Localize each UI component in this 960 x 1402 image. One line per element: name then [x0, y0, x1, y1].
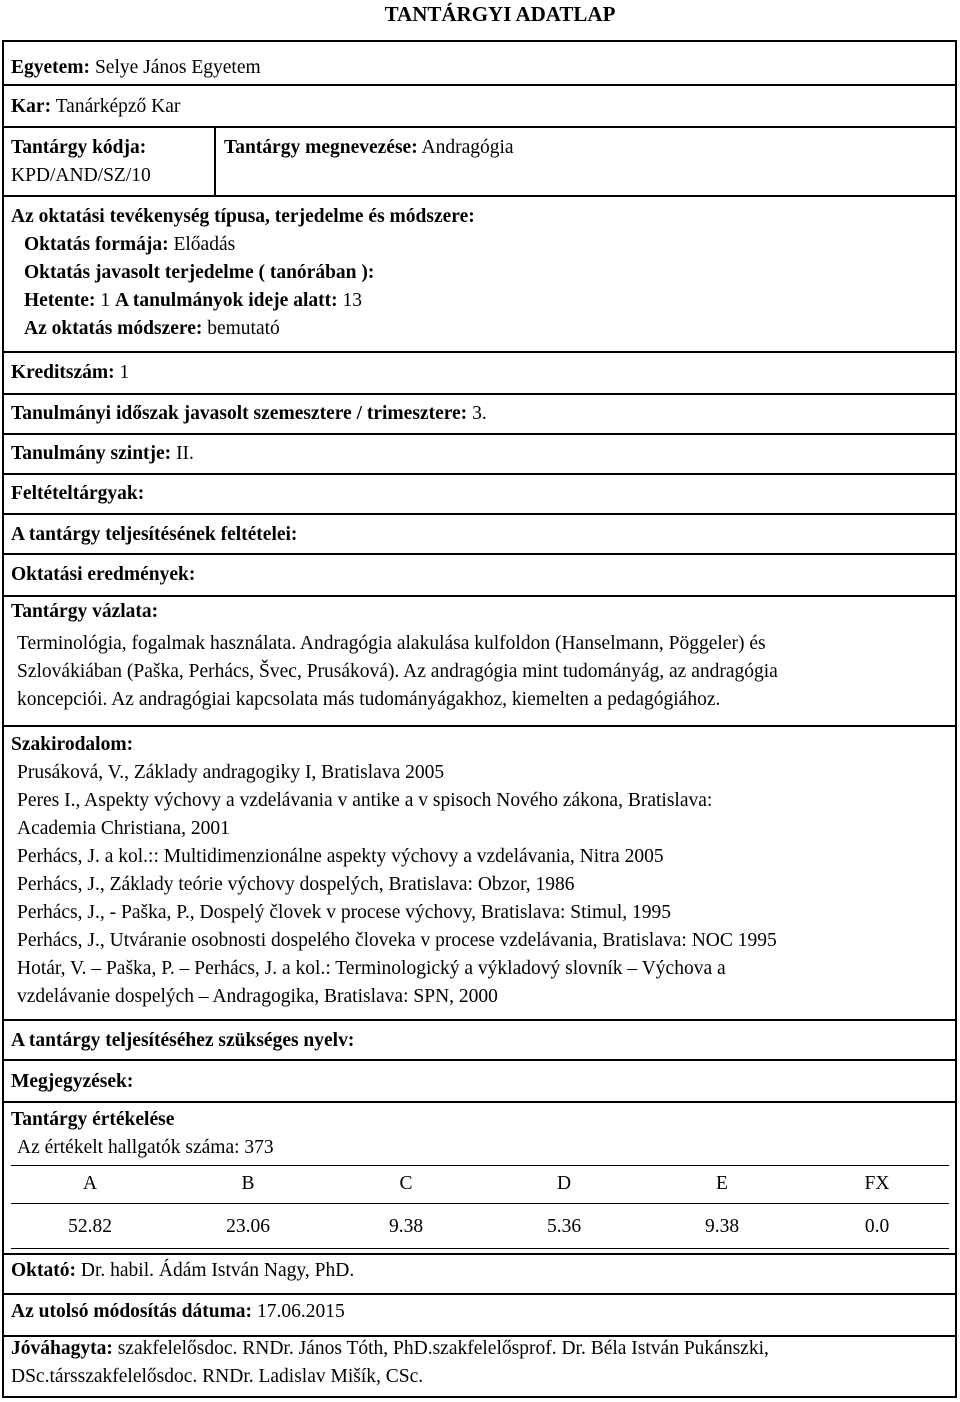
- grade-header: C: [399, 1173, 413, 1194]
- grade-value: 9.38: [388, 1216, 424, 1237]
- grade-table-top-rule: [11, 1165, 949, 1166]
- outcomes-label: Oktatási eredmények:: [11, 564, 196, 585]
- teacher-label: Oktató:: [11, 1260, 76, 1281]
- semester-row: [4, 395, 955, 435]
- grade-header: E: [716, 1173, 728, 1194]
- literature-line-9: vzdelávanie dospelých – Andragogika, Bratislava: SPN, 2000: [17, 986, 498, 1007]
- literature-line-8: Hotár, V. – Paška, P. – Perhács, J. a kol.: Terminologický a výkladový slovník – Výchova a: [17, 958, 726, 979]
- literature-line-1: Prusáková, V., Základy andragogiky I, Bratislava 2005: [17, 762, 445, 783]
- teaching-weekly-value: 1: [100, 290, 111, 311]
- level-label: Tanulmány szintje:: [11, 443, 172, 464]
- completion-label: A tantárgy teljesítésének feltételei:: [11, 524, 298, 545]
- literature-line-7: Perhács, J., Utváranie osobnosti dospelého človeka v procese vzdelávania, Bratislava: NOC 1995: [17, 930, 777, 951]
- prerequisites-row: [4, 475, 955, 515]
- faculty-value: Tanárképző Kar: [55, 96, 181, 117]
- university-label: Egyetem:: [11, 57, 91, 78]
- course-row: [4, 128, 955, 197]
- modified-value: 17.06.2015: [256, 1301, 345, 1322]
- evaluation-count: Az értékelt hallgatók száma: 373: [17, 1137, 274, 1158]
- modified-label: Az utolsó módosítás dátuma:: [11, 1301, 253, 1322]
- grade-table-mid-rule: [11, 1203, 949, 1204]
- course-code-value: KPD/AND/SZ/10: [11, 165, 151, 186]
- literature-line-2: Peres I., Aspekty výchovy a vzdelávania v antike a v spisoch Nového zákona, Bratislava:: [17, 790, 713, 811]
- grade-header: D: [556, 1173, 572, 1194]
- grade-value: 9.38: [704, 1216, 740, 1237]
- university-value: Selye János Egyetem: [94, 57, 261, 78]
- outcomes-row: [4, 555, 955, 597]
- literature-line-6: Perhács, J., - Paška, P., Dospelý človek v procese výchovy, Bratislava: Stimul, 1995: [17, 902, 672, 923]
- outline-line-1: Terminológia, fogalmak használata. Andragógia alakulása kulfoldon (Hanselmann, Pöggeler) és: [17, 633, 766, 654]
- outline-line-2: Szlovákiában (Paška, Perhács, Švec, Prusáková). Az andragógia mint tudományág, az andragógia: [17, 661, 778, 682]
- course-name-value: Andragógia: [421, 137, 514, 158]
- grade-header: B: [241, 1173, 255, 1194]
- outline-line-3: koncepciói. Az andragógiai kapcsolata más tudományágakhoz, kiemelten a pedagógiához.: [17, 689, 721, 710]
- approved-line-2: DSc.társszakfelelősdoc. RNDr. Ladislav Mišík, CSc.: [11, 1366, 424, 1387]
- approved-row: [4, 1337, 955, 1398]
- completion-row: [4, 515, 955, 555]
- course-datasheet: [2, 40, 957, 1398]
- modified-row: [4, 1295, 955, 1337]
- level-value: II.: [176, 443, 194, 464]
- language-label: A tantárgy teljesítéséhez szükséges nyelv:: [11, 1030, 355, 1051]
- semester-value: 3.: [472, 403, 487, 424]
- literature-line-3: Academia Christiana, 2001: [17, 818, 230, 839]
- course-code-label: Tantárgy kódja:: [11, 137, 147, 158]
- credits-row: [4, 353, 955, 395]
- literature-row: [4, 727, 955, 1021]
- grade-value: 23.06: [226, 1216, 270, 1237]
- grade-value: 0.0: [864, 1216, 890, 1237]
- grade-table: [11, 1165, 949, 1249]
- credits-value: 1: [119, 362, 130, 383]
- language-row: [4, 1021, 955, 1061]
- grade-header: FX: [864, 1173, 890, 1194]
- grade-table-bottom-rule: [11, 1248, 949, 1249]
- approved-line-1: szakfelelősdoc. RNDr. János Tóth, PhD.szakfelelősprof. Dr. Béla István Pukánszki,: [117, 1338, 769, 1359]
- semester-label: Tanulmányi időszak javasolt szemesztere / trimesztere:: [11, 403, 468, 424]
- credits-label: Kreditszám:: [11, 362, 115, 383]
- prerequisites-label: Feltételtárgyak:: [11, 483, 145, 504]
- grade-value: 52.82: [68, 1216, 112, 1237]
- faculty-label: Kar:: [11, 96, 52, 117]
- literature-label: Szakirodalom:: [11, 734, 134, 755]
- evaluation-label: Tantárgy értékelése: [11, 1109, 175, 1130]
- teaching-method-value: bemutató: [207, 318, 280, 339]
- teacher-value: Dr. habil. Ádám István Nagy, PhD.: [80, 1260, 355, 1281]
- literature-line-4: Perhács, J. a kol.:: Multidimenzionálne aspekty výchovy a vzdelávania, Nitra 2005: [17, 846, 664, 867]
- teaching-method-label: Az oktatás módszere:: [24, 318, 203, 339]
- teaching-form-label: Oktatás formája:: [24, 234, 169, 255]
- faculty-row: [4, 86, 955, 128]
- grade-header: A: [82, 1173, 98, 1194]
- teaching-heading: Az oktatási tevékenység típusa, terjedelme és módszere:: [11, 206, 475, 227]
- grade-value: 5.36: [546, 1216, 582, 1237]
- document-title: TANTÁRGYI ADATLAP: [384, 2, 616, 26]
- teaching-form-value: Előadás: [173, 234, 236, 255]
- teaching-weekly-label: Hetente:: [24, 290, 96, 311]
- university-row: [4, 42, 955, 86]
- teaching-total-value: 13: [342, 290, 362, 311]
- literature-line-5: Perhács, J., Základy teórie výchovy dospelých, Bratislava: Obzor, 1986: [17, 874, 575, 895]
- notes-row: [4, 1061, 955, 1103]
- outline-label: Tantárgy vázlata:: [11, 601, 159, 622]
- evaluation-row: [4, 1103, 955, 1255]
- level-row: [4, 435, 955, 475]
- teaching-extent-label: Oktatás javasolt terjedelme ( tanórában ):: [24, 262, 375, 283]
- teaching-row: [4, 197, 955, 353]
- course-name-cell: [224, 136, 514, 160]
- approved-label: Jóváhagyta:: [11, 1338, 113, 1359]
- course-name-label: Tantárgy megnevezése:: [224, 137, 418, 158]
- teaching-total-label: A tanulmányok ideje alatt:: [114, 290, 338, 311]
- course-code-cell: [4, 128, 216, 195]
- outline-row: [4, 597, 955, 727]
- notes-label: Megjegyzések:: [11, 1071, 134, 1092]
- teacher-row: [4, 1255, 955, 1295]
